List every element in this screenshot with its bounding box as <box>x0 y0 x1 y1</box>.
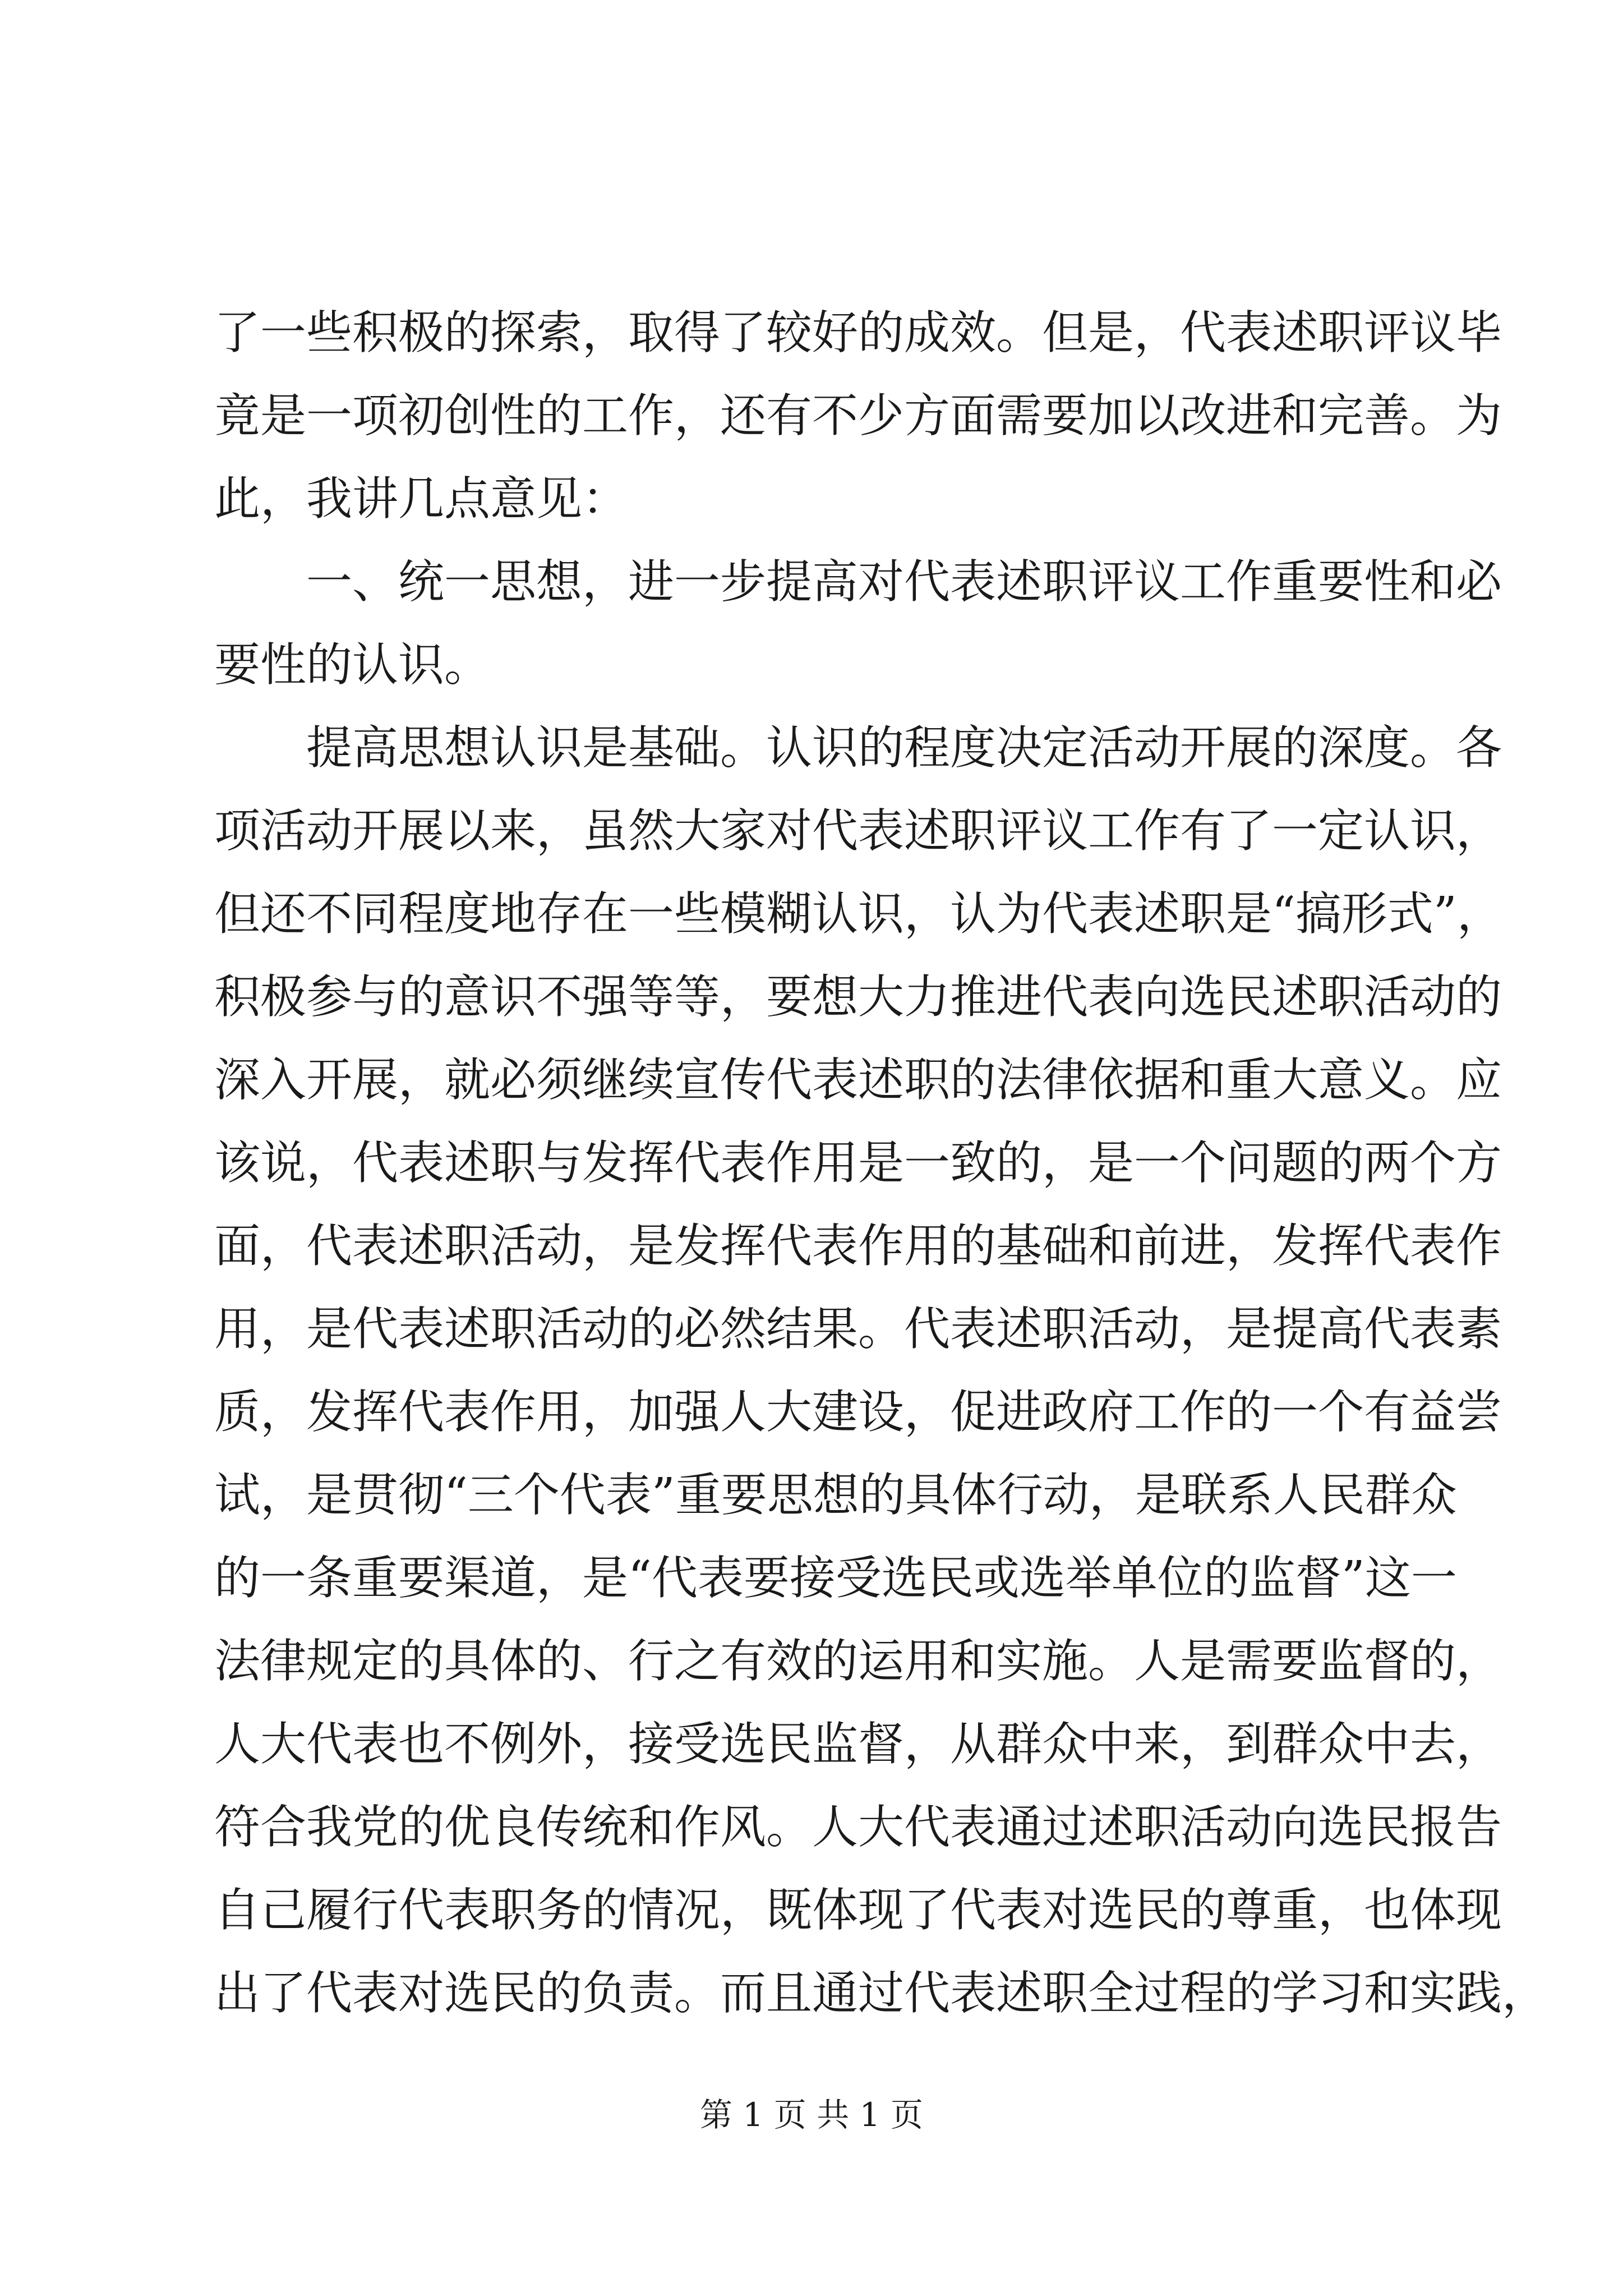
body-line: 符合我党的优良传统和作风。人大代表通过述职活动向选民报告 <box>214 1801 1502 1854</box>
body-line: 但还不同程度地存在一些模糊认识，认为代表述职是“搞形式”， <box>214 887 1503 941</box>
page-number-footer: 第 1 页 共 1 页 <box>700 2096 923 2134</box>
body-line: 积极参与的意识不强等等，要想大力推进代表向选民述职活动的 <box>214 970 1502 1024</box>
section-heading-line: 一、统一思想，进一步提高对代表述职评议工作重要性和必 <box>306 555 1502 609</box>
body-line: 竟是一项初创性的工作，还有不少方面需要加以改进和完善。为 <box>214 389 1502 443</box>
body-line: 质，发挥代表作用，加强人大建设，促进政府工作的一个有益尝 <box>214 1386 1502 1439</box>
body-line: 该说，代表述职与发挥代表作用是一致的，是一个问题的两个方 <box>214 1137 1502 1190</box>
section-heading-line: 要性的认识。 <box>214 638 491 692</box>
body-line: 的一条重要渠道，是“代表要接受选民或选举单位的监督”这一 <box>214 1552 1457 1605</box>
body-line: 出了代表对选民的负责。而且通过代表述职全过程的学习和实践， <box>214 1967 1548 2020</box>
body-line: 自己履行代表职务的情况，既体现了代表对选民的尊重，也体现 <box>214 1884 1502 1937</box>
body-line: 法律规定的具体的、行之有效的运用和实施。人是需要监督的， <box>214 1635 1502 1688</box>
body-line: 提高思想认识是基础。认识的程度决定活动开展的深度。各 <box>306 721 1502 775</box>
body-line: 了一些积极的探索，取得了较好的成效。但是，代表述职评议毕 <box>214 306 1502 360</box>
document-body <box>214 292 1548 2035</box>
body-line: 试，是贯彻“三个代表”重要思想的具体行动，是联系人民群众 <box>214 1469 1457 1522</box>
body-line: 深入开展，就必须继续宣传代表述职的法律依据和重大意义。应 <box>214 1053 1502 1107</box>
body-line: 面，代表述职活动，是发挥代表作用的基础和前进，发挥代表作 <box>214 1220 1502 1273</box>
body-line: 此，我讲几点意见： <box>214 472 629 526</box>
body-line: 项活动开展以来，虽然大家对代表述职评议工作有了一定认识， <box>214 804 1502 858</box>
body-line: 人大代表也不例外，接受选民监督，从群众中来，到群众中去， <box>214 1718 1502 1771</box>
body-line: 用，是代表述职活动的必然结果。代表述职活动，是提高代表素 <box>214 1303 1502 1356</box>
